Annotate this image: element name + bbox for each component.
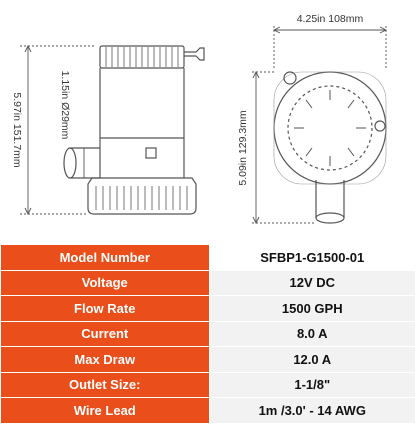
spec-value: 12V DC bbox=[209, 270, 416, 296]
outlet-diameter-dimension bbox=[76, 148, 90, 178]
height-dimension-right bbox=[252, 72, 316, 223]
spec-label: Wire Lead bbox=[1, 398, 210, 424]
height-dimension-right-label: 5.09in 129.3mm bbox=[237, 110, 249, 186]
spec-label: Flow Rate bbox=[1, 296, 210, 322]
spec-value: 1-1/8" bbox=[209, 372, 416, 398]
spec-table bbox=[0, 244, 416, 424]
spec-row bbox=[1, 372, 416, 398]
spec-row bbox=[1, 245, 416, 271]
spec-label: Voltage bbox=[1, 270, 210, 296]
pump-side-view bbox=[64, 46, 204, 214]
spec-label: Max Draw bbox=[1, 347, 210, 373]
spec-value: 8.0 A bbox=[209, 321, 416, 347]
spec-value: 1m /3.0' - 14 AWG bbox=[209, 398, 416, 424]
width-dimension-label: 4.25in 108mm bbox=[296, 13, 364, 25]
height-dimension-left-label: 5.97in 151.7mm bbox=[11, 92, 23, 168]
spec-row bbox=[1, 296, 416, 322]
spec-value: 1500 GPH bbox=[209, 296, 416, 322]
spec-value: 12.0 A bbox=[209, 347, 416, 373]
spec-row bbox=[1, 270, 416, 296]
spec-value: SFBP1-G1500-01 bbox=[209, 245, 416, 271]
spec-row bbox=[1, 321, 416, 347]
spec-label: Outlet Size: bbox=[1, 372, 210, 398]
height-dimension-left bbox=[20, 46, 96, 214]
width-dimension-top bbox=[274, 26, 386, 68]
spec-label: Current bbox=[1, 321, 210, 347]
spec-label: Model Number bbox=[1, 245, 210, 271]
spec-row bbox=[1, 398, 416, 424]
outlet-diameter-label: 1.15in Ø29mm bbox=[59, 70, 71, 140]
pump-top-view bbox=[274, 72, 386, 223]
spec-row bbox=[1, 347, 416, 373]
